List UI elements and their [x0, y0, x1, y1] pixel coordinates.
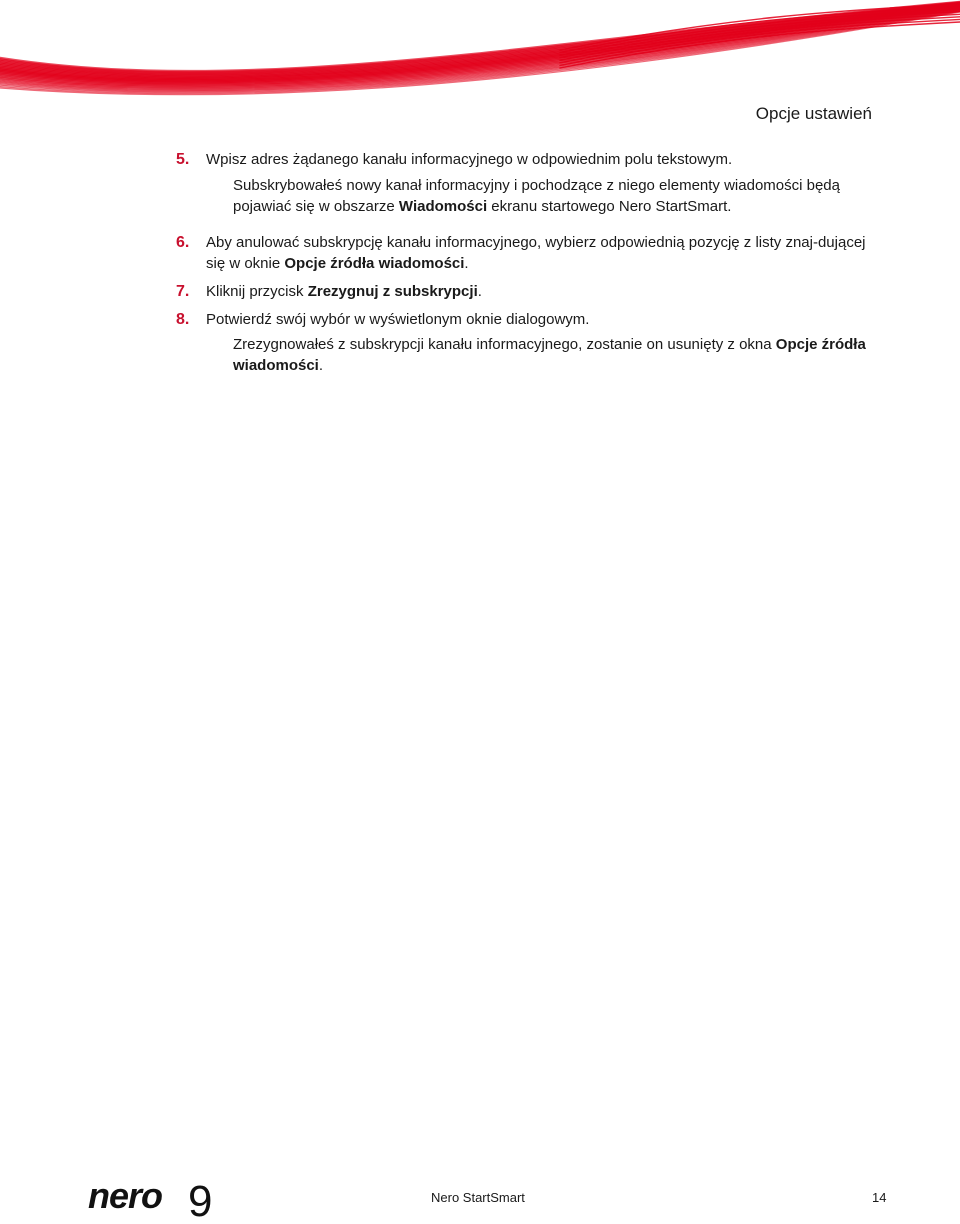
step-text: Kliknij przycisk — [206, 283, 308, 300]
result-text-end: . — [318, 357, 324, 374]
step-text-end: . — [477, 283, 482, 300]
step-text-end: . — [464, 255, 469, 272]
nero-logo — [88, 1176, 228, 1224]
result-text: Zrezygnowałeś z subskrypcji kanału informacyjnego, zostanie on usunięty z okna — [233, 336, 776, 353]
step-number: 6. — [176, 234, 190, 251]
step-5 — [176, 149, 876, 170]
step-text: Wpisz adres żądanego kanału informacyjnego w odpowiednim polu tekstowym. — [206, 151, 733, 168]
instructions — [176, 149, 876, 376]
page-number: 14 — [872, 1190, 887, 1205]
step-number: 8. — [176, 311, 190, 328]
step-8 — [176, 309, 876, 330]
svg-text:nero: nero — [88, 1176, 163, 1216]
ui-term: Opcje źródła wiadomości — [233, 336, 866, 374]
step-number: 7. — [176, 283, 190, 300]
ui-term: Wiadomości — [398, 198, 488, 215]
header-swoosh-decoration — [0, 0, 960, 104]
section-title: Opcje ustawień — [755, 104, 872, 123]
step-7 — [176, 281, 876, 302]
step-5-result — [176, 175, 876, 217]
result-text: Subskrybowałeś nowy kanał informacyjny i pochodzące z niego elementy wiadomości będą pojawiać się w obszarze — [233, 177, 840, 215]
step-6 — [176, 232, 876, 274]
step-text: Potwierdź swój wybór w wyświetlonym oknie dialogowym. — [206, 311, 590, 328]
ui-term: Opcje źródła wiadomości — [284, 255, 465, 272]
ui-term: Zrezygnuj z subskrypcji — [307, 283, 478, 300]
svg-text:9: 9 — [188, 1177, 213, 1224]
footer-product-name: Nero StartSmart — [431, 1190, 525, 1205]
result-text-end: ekranu startowego Nero StartSmart. — [487, 198, 732, 215]
step-8-result — [176, 334, 876, 376]
step-text: Aby anulować subskrypcję kanału informacyjnego, wybierz odpowiednią pozycję z listy znaj-dującej się w oknie — [206, 234, 866, 272]
step-number: 5. — [176, 151, 190, 168]
